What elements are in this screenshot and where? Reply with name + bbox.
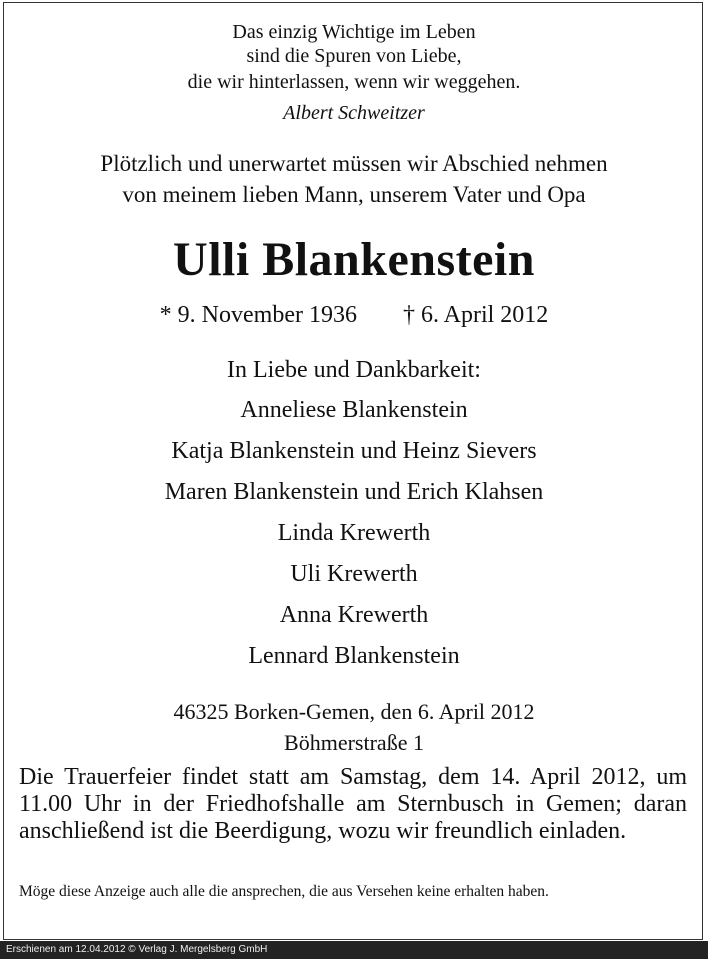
mourner-name: Lennard Blankenstein xyxy=(248,643,460,669)
birth-date: * 9. November 1936 xyxy=(159,302,357,328)
street-address: Böhmerstraße 1 xyxy=(284,730,424,755)
intro-line: Plötzlich und unerwartet müssen wir Abschied nehmen xyxy=(100,151,608,176)
death-date: † 6. April 2012 xyxy=(402,302,549,328)
mourner-name: Maren Blankenstein und Erich Klahsen xyxy=(164,479,544,505)
place-date: 46325 Borken-Gemen, den 6. April 2012 xyxy=(173,699,535,724)
mourner-name: Anneliese Blankenstein xyxy=(240,397,468,423)
intro-line: von meinem lieben Mann, unserem Vater und Opa xyxy=(122,182,586,207)
mourner-name: Katja Blankenstein und Heinz Sievers xyxy=(171,438,537,464)
quote-line: die wir hinterlassen, wenn wir weggehen. xyxy=(187,71,521,93)
funeral-info: Die Trauerfeier findet statt am Samstag, dem 14. April 2012, um 11.00 Uhr in der Friedhofshalle am Sternbusch in Gemen; daran anschließend ist die Beerdigung, wozu wir freundlich einladen. xyxy=(19,764,687,844)
quote-line: sind die Spuren von Liebe, xyxy=(246,45,462,67)
notice-note: Möge diese Anzeige auch alle die ansprechen, die aus Versehen keine erhalten haben. xyxy=(19,883,549,900)
deceased-name: Ulli Blankenstein xyxy=(173,233,535,286)
quote-author: Albert Schweitzer xyxy=(283,102,425,124)
publication-footer xyxy=(0,941,708,959)
footer-text: Erschienen am 12.04.2012 © Verlag J. Mergelsberg GmbH xyxy=(6,944,268,955)
mourners-heading: In Liebe und Dankbarkeit: xyxy=(227,357,481,383)
quote-line: Das einzig Wichtige im Leben xyxy=(232,21,476,43)
mourner-name: Anna Krewerth xyxy=(279,602,429,628)
mourner-name: Linda Krewerth xyxy=(277,520,431,546)
life-dates xyxy=(0,302,708,329)
mourner-name: Uli Krewerth xyxy=(290,561,418,587)
